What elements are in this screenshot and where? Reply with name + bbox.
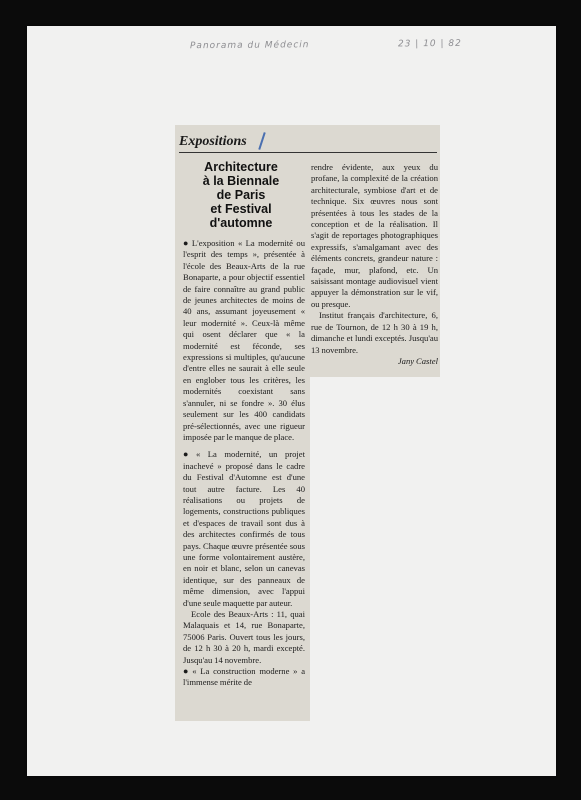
blue-pen-mark <box>258 132 265 150</box>
article-paragraph: Ecole des Beaux-Arts : 11, quai Malaquais et 14, rue Bonaparte, 75006 Paris. Ouvert tous les jours, de 12 h 30 à 20 h, mardi excepté. Jusqu'au 14 novembre. <box>183 609 305 665</box>
section-rubric <box>179 132 437 153</box>
article-paragraph: ● « La modernité, un projet inachevé » proposé dans le cadre du Festival d'Automne est d'une tout autre facture. Les 40 réalisations ou projets de logements, constructions publiques et d'espaces de travail sont dus à des architectes confirmés de tous pays. Chaque œuvre présentée sous une forme volontairement austère, en noir et blanc, selon un canevas identique, sur des panneaux de même dimension, avec l'appui d'une seule maquette par auteur. <box>183 449 305 608</box>
article-left-column <box>183 238 305 689</box>
headline-line: à la Biennale <box>202 174 280 188</box>
article-headline <box>182 160 300 230</box>
headline-line: d'automne <box>209 216 273 230</box>
article-paragraph: rendre évidente, aux yeux du profane, la complexité de la création architecturale, symbiose d'art et de technique. Six œuvres nous sont présentées à tous les stades de la conception et de la réalisation. Il s'agit de reportages photographiques expressifs, s'amalgamant avec des éléments concrets, grandeur nature : façade, mur, plafond, etc. Un saisissant montage audiovisuel vient appuyer la démonstration sur le vif, ou presque. <box>311 162 438 309</box>
headline-line: Architecture <box>204 160 278 174</box>
headline-line: de Paris <box>216 188 266 202</box>
bullet-icon: ● <box>183 666 191 677</box>
handwritten-date: 23 | 10 | 82 <box>397 38 462 50</box>
article-paragraph: Institut français d'architecture, 6, rue de Tournon, de 12 h 30 à 19 h, dimanche et lundi exceptés. Jusqu'au 13 novembre. <box>311 310 438 355</box>
bullet-icon: ● <box>183 449 194 460</box>
handwritten-publication: Panorama du Médecin <box>189 40 310 52</box>
rubric-label: Expositions <box>179 134 247 149</box>
author-signature: Jany Castel <box>397 355 438 366</box>
article-right-column <box>311 162 438 367</box>
article-paragraph: ● L'exposition « La modernité ou l'esprit des temps », présentée à l'école des Beaux-Arts de la rue Bonaparte, a pour objectif essentiel de faire connaître au grand public de jeunes architectes de moins de 40 ans, assumant joyeusement « leur modernité ». Ceux-là même qui osent déclarer que « la modernité est féconde, ses expressions si multiples, qu'aucune d'entre elles ne saurait à elle seule en englober tous les critères, les modernités coexistant sans s'annuler, ni se fondre ». 30 élus seulement sur les 400 candidats pré-sélectionnés, avec une rigueur imposée par le manque de place. <box>183 238 306 442</box>
headline-line: et Festival <box>210 202 272 216</box>
article-paragraph: ● « La construction moderne » a l'immense mérite de <box>183 666 306 688</box>
handwritten-annotation <box>190 39 470 55</box>
bullet-icon: ● <box>183 238 190 248</box>
